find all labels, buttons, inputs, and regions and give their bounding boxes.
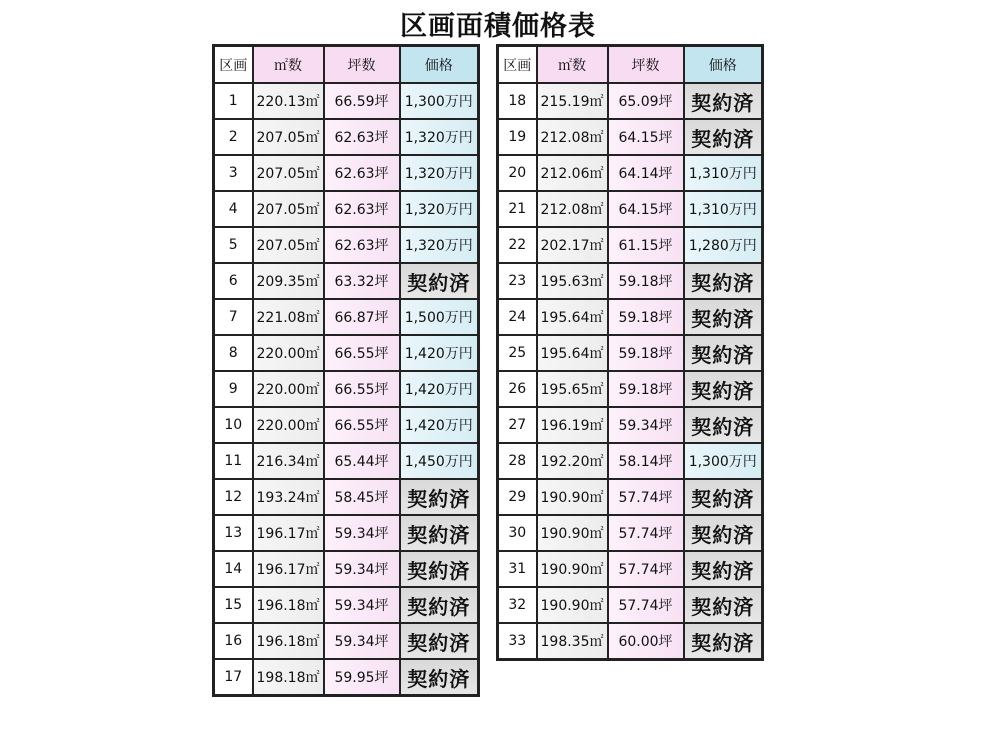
- table-row: [498, 407, 763, 443]
- lot-cell: 13: [214, 515, 253, 551]
- area-cell: 209.35㎡: [253, 263, 324, 299]
- table-row: [214, 155, 479, 191]
- tsubo-cell: 66.59坪: [324, 83, 400, 119]
- lot-cell: 12: [214, 479, 253, 515]
- table-row: [214, 263, 479, 299]
- tsubo-cell: 59.34坪: [324, 551, 400, 587]
- table-row: [498, 371, 763, 407]
- table-row: [498, 83, 763, 119]
- lot-cell: 9: [214, 371, 253, 407]
- header-lot: 区画: [214, 46, 253, 84]
- table-row: [214, 119, 479, 155]
- tsubo-cell: 57.74坪: [608, 515, 684, 551]
- area-cell: 195.64㎡: [537, 335, 608, 371]
- lot-cell: 24: [498, 299, 537, 335]
- tsubo-cell: 64.15坪: [608, 191, 684, 227]
- table-row: [498, 623, 763, 660]
- table-row: [498, 515, 763, 551]
- area-cell: 196.17㎡: [253, 551, 324, 587]
- sold-status-cell: 契約済: [400, 479, 479, 515]
- price-table-left: [212, 44, 480, 697]
- area-cell: 221.08㎡: [253, 299, 324, 335]
- lot-cell: 28: [498, 443, 537, 479]
- sold-status-cell: 契約済: [684, 335, 763, 371]
- tsubo-cell: 57.74坪: [608, 551, 684, 587]
- area-cell: 190.90㎡: [537, 551, 608, 587]
- table-row: [214, 551, 479, 587]
- table-row: [498, 227, 763, 263]
- price-table-right: [496, 44, 764, 661]
- tsubo-cell: 62.63坪: [324, 191, 400, 227]
- sold-status-cell: 契約済: [684, 407, 763, 443]
- table-row: [498, 479, 763, 515]
- tsubo-cell: 57.74坪: [608, 479, 684, 515]
- area-cell: 190.90㎡: [537, 587, 608, 623]
- table-row: [214, 623, 479, 659]
- table-row: [498, 191, 763, 227]
- table-row: [498, 443, 763, 479]
- table-row: [498, 299, 763, 335]
- tsubo-cell: 59.95坪: [324, 659, 400, 696]
- tsubo-cell: 62.63坪: [324, 155, 400, 191]
- area-cell: 220.00㎡: [253, 407, 324, 443]
- sold-status-cell: 契約済: [400, 659, 479, 696]
- price-cell: 1,300万円: [684, 443, 763, 479]
- tsubo-cell: 65.44坪: [324, 443, 400, 479]
- lot-cell: 33: [498, 623, 537, 660]
- area-cell: 207.05㎡: [253, 227, 324, 263]
- tsubo-cell: 64.14坪: [608, 155, 684, 191]
- header-tsubo: 坪数: [608, 46, 684, 84]
- table-row: [498, 119, 763, 155]
- tsubo-cell: 61.15坪: [608, 227, 684, 263]
- price-cell: 1,420万円: [400, 407, 479, 443]
- sold-status-cell: 契約済: [400, 623, 479, 659]
- lot-cell: 19: [498, 119, 537, 155]
- tsubo-cell: 66.55坪: [324, 371, 400, 407]
- area-cell: 212.08㎡: [537, 191, 608, 227]
- lot-cell: 32: [498, 587, 537, 623]
- tsubo-cell: 65.09坪: [608, 83, 684, 119]
- lot-cell: 23: [498, 263, 537, 299]
- sold-status-cell: 契約済: [684, 299, 763, 335]
- tsubo-cell: 59.18坪: [608, 335, 684, 371]
- sold-status-cell: 契約済: [684, 83, 763, 119]
- tsubo-cell: 57.74坪: [608, 587, 684, 623]
- lot-cell: 4: [214, 191, 253, 227]
- table-row: [214, 335, 479, 371]
- area-cell: 196.18㎡: [253, 623, 324, 659]
- tsubo-cell: 59.34坪: [324, 623, 400, 659]
- table-row: [498, 587, 763, 623]
- table-row: [214, 659, 479, 696]
- header-row: [498, 46, 763, 84]
- table-row: [214, 443, 479, 479]
- tsubo-cell: 58.45坪: [324, 479, 400, 515]
- header-price: 価格: [684, 46, 763, 84]
- area-cell: 212.06㎡: [537, 155, 608, 191]
- area-cell: 198.35㎡: [537, 623, 608, 660]
- lot-cell: 11: [214, 443, 253, 479]
- header-tsubo: 坪数: [324, 46, 400, 84]
- table-row: [498, 551, 763, 587]
- sold-status-cell: 契約済: [684, 587, 763, 623]
- area-cell: 220.13㎡: [253, 83, 324, 119]
- sold-status-cell: 契約済: [684, 119, 763, 155]
- tsubo-cell: 59.18坪: [608, 371, 684, 407]
- price-cell: 1,320万円: [400, 227, 479, 263]
- price-cell: 1,310万円: [684, 191, 763, 227]
- sold-status-cell: 契約済: [400, 587, 479, 623]
- header-area: ㎡数: [537, 46, 608, 84]
- tsubo-cell: 59.18坪: [608, 299, 684, 335]
- area-cell: 220.00㎡: [253, 371, 324, 407]
- tsubo-cell: 59.34坪: [324, 587, 400, 623]
- lot-cell: 21: [498, 191, 537, 227]
- sold-status-cell: 契約済: [400, 551, 479, 587]
- table-row: [214, 191, 479, 227]
- lot-cell: 10: [214, 407, 253, 443]
- tsubo-cell: 64.15坪: [608, 119, 684, 155]
- area-cell: 207.05㎡: [253, 155, 324, 191]
- table-row: [214, 587, 479, 623]
- table-row: [214, 515, 479, 551]
- page-title: 区画面積価格表: [400, 11, 596, 42]
- tsubo-cell: 62.63坪: [324, 227, 400, 263]
- price-cell: 1,500万円: [400, 299, 479, 335]
- lot-cell: 3: [214, 155, 253, 191]
- price-cell: 1,300万円: [400, 83, 479, 119]
- lot-cell: 2: [214, 119, 253, 155]
- header-area: ㎡数: [253, 46, 324, 84]
- lot-cell: 14: [214, 551, 253, 587]
- table-row: [498, 155, 763, 191]
- area-cell: 190.90㎡: [537, 479, 608, 515]
- header-row: [214, 46, 479, 84]
- sold-status-cell: 契約済: [400, 263, 479, 299]
- sold-status-cell: 契約済: [684, 551, 763, 587]
- area-cell: 195.64㎡: [537, 299, 608, 335]
- area-cell: 196.18㎡: [253, 587, 324, 623]
- price-cell: 1,320万円: [400, 155, 479, 191]
- price-cell: 1,320万円: [400, 119, 479, 155]
- lot-cell: 1: [214, 83, 253, 119]
- lot-cell: 5: [214, 227, 253, 263]
- sold-status-cell: 契約済: [400, 515, 479, 551]
- lot-cell: 7: [214, 299, 253, 335]
- lot-cell: 30: [498, 515, 537, 551]
- lot-cell: 18: [498, 83, 537, 119]
- table-row: [498, 263, 763, 299]
- table-row: [498, 335, 763, 371]
- table-row: [214, 299, 479, 335]
- lot-cell: 15: [214, 587, 253, 623]
- tsubo-cell: 58.14坪: [608, 443, 684, 479]
- lot-cell: 31: [498, 551, 537, 587]
- lot-cell: 25: [498, 335, 537, 371]
- lot-cell: 20: [498, 155, 537, 191]
- price-cell: 1,450万円: [400, 443, 479, 479]
- sold-status-cell: 契約済: [684, 371, 763, 407]
- price-cell: 1,420万円: [400, 371, 479, 407]
- table-row: [214, 371, 479, 407]
- lot-cell: 26: [498, 371, 537, 407]
- table-row: [214, 83, 479, 119]
- lot-cell: 22: [498, 227, 537, 263]
- tsubo-cell: 66.55坪: [324, 407, 400, 443]
- sold-status-cell: 契約済: [684, 515, 763, 551]
- area-cell: 195.63㎡: [537, 263, 608, 299]
- area-cell: 196.19㎡: [537, 407, 608, 443]
- price-cell: 1,320万円: [400, 191, 479, 227]
- header-price: 価格: [400, 46, 479, 84]
- area-cell: 193.24㎡: [253, 479, 324, 515]
- lot-cell: 8: [214, 335, 253, 371]
- area-cell: 207.05㎡: [253, 119, 324, 155]
- table-row: [214, 407, 479, 443]
- header-lot: 区画: [498, 46, 537, 84]
- area-cell: 202.17㎡: [537, 227, 608, 263]
- tsubo-cell: 60.00坪: [608, 623, 684, 660]
- area-cell: 192.20㎡: [537, 443, 608, 479]
- area-cell: 190.90㎡: [537, 515, 608, 551]
- tsubo-cell: 59.18坪: [608, 263, 684, 299]
- price-cell: 1,420万円: [400, 335, 479, 371]
- lot-cell: 16: [214, 623, 253, 659]
- area-cell: 207.05㎡: [253, 191, 324, 227]
- lot-cell: 6: [214, 263, 253, 299]
- table-row: [214, 227, 479, 263]
- tsubo-cell: 59.34坪: [324, 515, 400, 551]
- area-cell: 198.18㎡: [253, 659, 324, 696]
- price-cell: 1,310万円: [684, 155, 763, 191]
- sold-status-cell: 契約済: [684, 623, 763, 660]
- area-cell: 215.19㎡: [537, 83, 608, 119]
- area-cell: 195.65㎡: [537, 371, 608, 407]
- area-cell: 212.08㎡: [537, 119, 608, 155]
- price-cell: 1,280万円: [684, 227, 763, 263]
- lot-cell: 27: [498, 407, 537, 443]
- tsubo-cell: 62.63坪: [324, 119, 400, 155]
- tsubo-cell: 59.34坪: [608, 407, 684, 443]
- area-cell: 196.17㎡: [253, 515, 324, 551]
- tsubo-cell: 66.87坪: [324, 299, 400, 335]
- lot-cell: 29: [498, 479, 537, 515]
- sold-status-cell: 契約済: [684, 479, 763, 515]
- lot-cell: 17: [214, 659, 253, 696]
- area-cell: 220.00㎡: [253, 335, 324, 371]
- tsubo-cell: 63.32坪: [324, 263, 400, 299]
- table-row: [214, 479, 479, 515]
- tsubo-cell: 66.55坪: [324, 335, 400, 371]
- area-cell: 216.34㎡: [253, 443, 324, 479]
- sold-status-cell: 契約済: [684, 263, 763, 299]
